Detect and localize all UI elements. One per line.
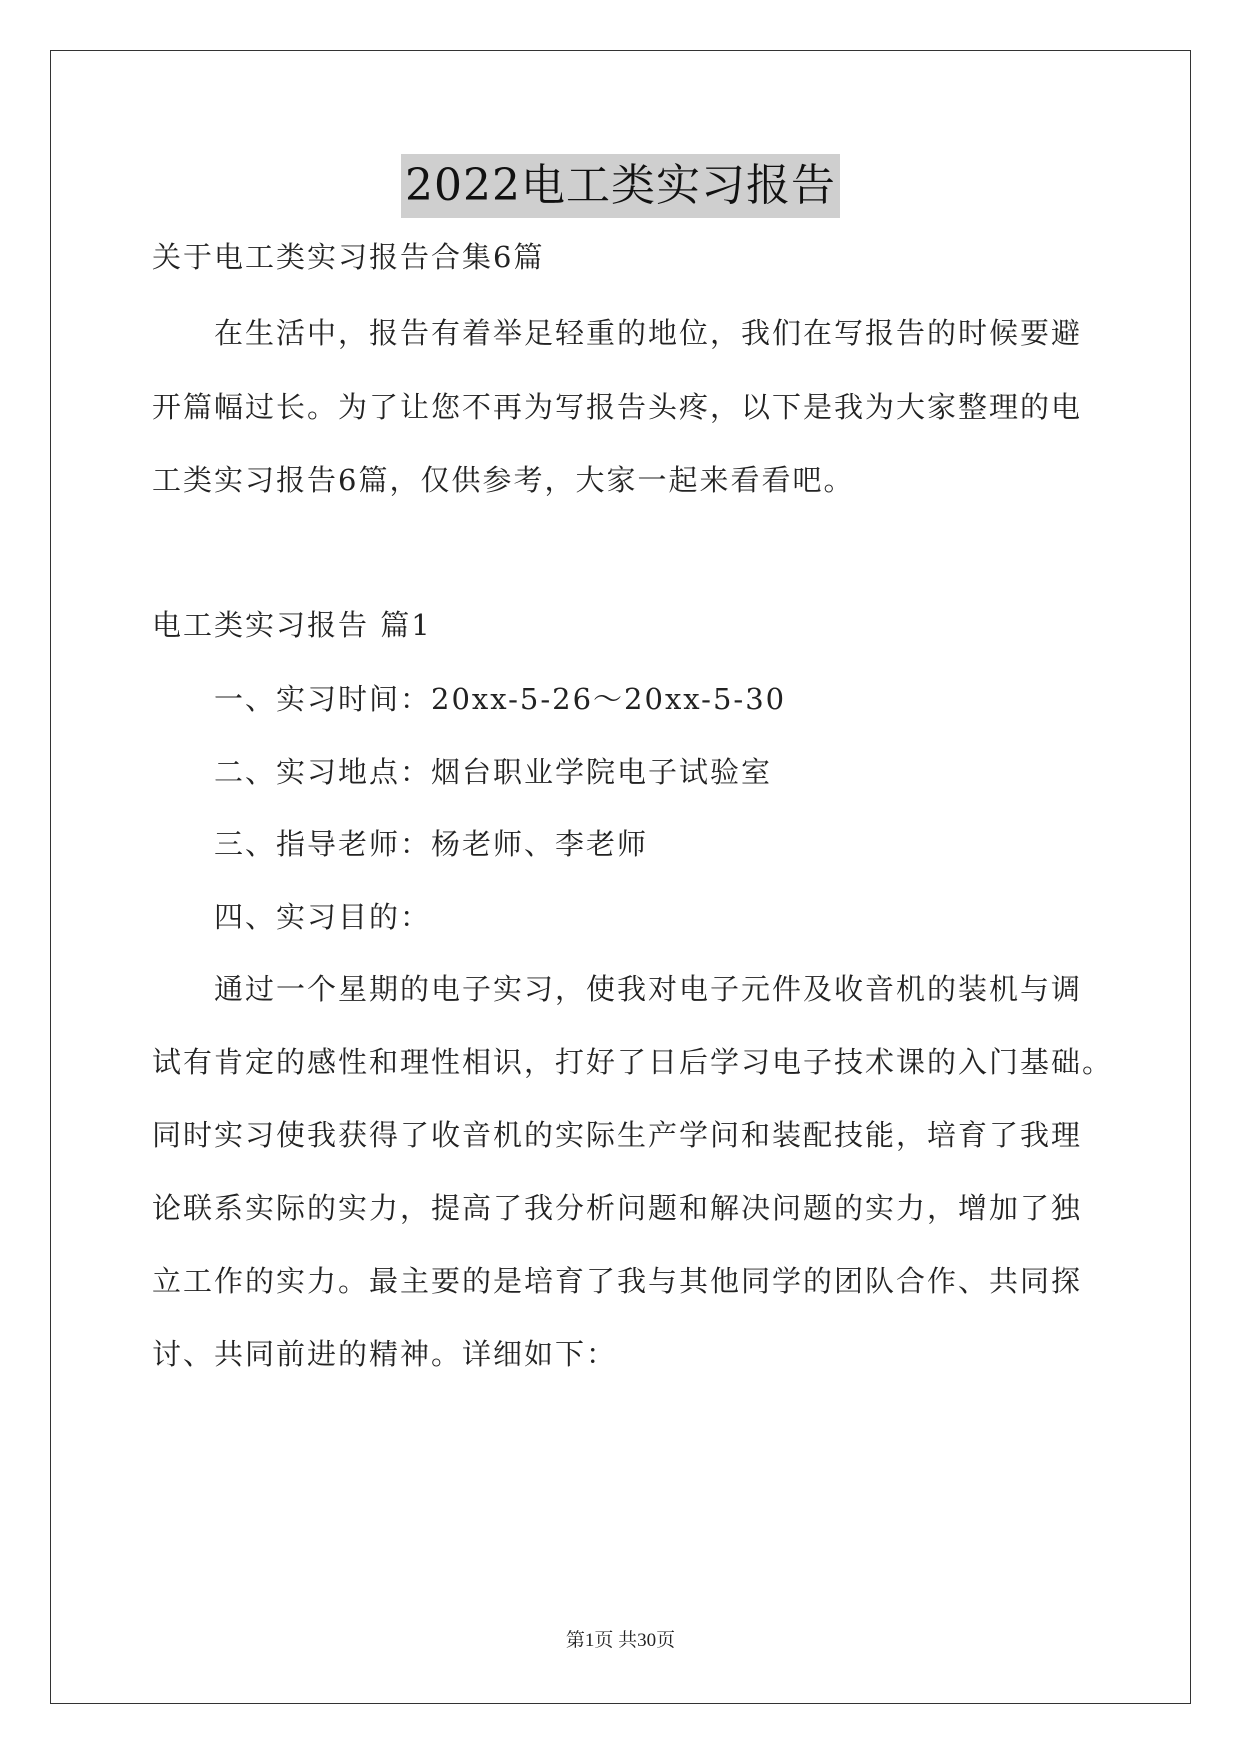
- page-border: [50, 50, 1191, 1704]
- intro-line: 开篇幅过长。为了让您不再为写报告头疼，以下是我为大家整理的电: [152, 390, 1083, 424]
- section-heading: 电工类实习报告 篇1: [152, 608, 432, 642]
- body-line: 通过一个星期的电子实习，使我对电子元件及收音机的装机与调: [214, 972, 1083, 1006]
- title-container: [0, 154, 1241, 218]
- intro-line: 在生活中，报告有着举足轻重的地位，我们在写报告的时候要避: [214, 316, 1083, 350]
- page-number-footer: 第1页 共30页: [565, 1630, 676, 1651]
- body-line: 讨、共同前进的精神。详细如下：: [152, 1337, 618, 1371]
- list-item: 二、实习地点：烟台职业学院电子试验室: [214, 755, 773, 789]
- list-item: 四、实习目的：: [214, 900, 432, 934]
- intro-line: 工类实习报告6篇，仅供参考，大家一起来看看吧。: [152, 463, 855, 497]
- body-line: 论联系实际的实力，提高了我分析问题和解决问题的实力，增加了独: [152, 1191, 1083, 1225]
- list-item: 一、实习时间：20xx-5-26～20xx-5-30: [214, 682, 787, 716]
- body-line: 立工作的实力。最主要的是培育了我与其他同学的团队合作、共同探: [152, 1264, 1083, 1298]
- body-line: 试有肯定的感性和理性相识，打好了日后学习电子技术课的入门基础。: [152, 1045, 1114, 1079]
- list-item: 三、指导老师：杨老师、李老师: [214, 827, 649, 861]
- body-line: 同时实习使我获得了收音机的实际生产学问和装配技能，培育了我理: [152, 1118, 1083, 1152]
- document-subtitle: 关于电工类实习报告合集6篇: [152, 240, 545, 274]
- document-title: 2022电工类实习报告: [401, 154, 840, 218]
